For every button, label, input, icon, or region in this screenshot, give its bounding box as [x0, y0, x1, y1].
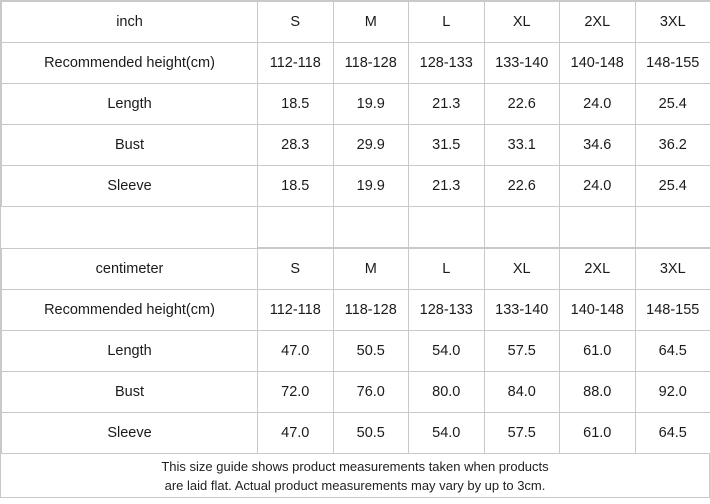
column-header-size: L [409, 2, 485, 43]
table-cell: 128-133 [409, 290, 485, 331]
table-row [2, 290, 710, 331]
table-cell: 76.0 [333, 372, 409, 413]
size-guide-footnote [1, 454, 709, 504]
table-row [2, 84, 710, 125]
table-cell: 24.0 [560, 84, 636, 125]
table-cell: 24.0 [560, 166, 636, 207]
table-cell: 133-140 [484, 43, 560, 84]
unit-label-centimeter: centimeter [2, 249, 258, 290]
table-row [2, 43, 710, 84]
column-header-size: S [258, 249, 334, 290]
table-cell: 25.4 [635, 84, 710, 125]
table-cell: 50.5 [333, 413, 409, 454]
table-cell: 47.0 [258, 331, 334, 372]
table-cell: 88.0 [560, 372, 636, 413]
size-table-centimeter [1, 248, 710, 454]
table-cell: 57.5 [484, 331, 560, 372]
column-header-size: 2XL [560, 249, 636, 290]
table-row [2, 166, 710, 207]
table-cell: 148-155 [635, 43, 710, 84]
table-cell: 34.6 [560, 125, 636, 166]
column-header-size: 2XL [560, 2, 636, 43]
spacer-cell [2, 207, 258, 248]
table-cell: 61.0 [560, 413, 636, 454]
spacer-cell [560, 207, 636, 248]
column-header-size: L [409, 249, 485, 290]
row-label: Recommended height(cm) [2, 43, 258, 84]
table-header-row-inch [2, 2, 710, 43]
table-cell: 140-148 [560, 43, 636, 84]
row-label: Bust [2, 372, 258, 413]
table-cell: 29.9 [333, 125, 409, 166]
table-cell: 118-128 [333, 290, 409, 331]
row-label: Recommended height(cm) [2, 290, 258, 331]
spacer-cell [484, 207, 560, 248]
table-row [2, 331, 710, 372]
table-cell: 50.5 [333, 331, 409, 372]
size-table-inch [1, 1, 710, 248]
table-cell: 21.3 [409, 166, 485, 207]
table-spacer-row [2, 207, 710, 248]
column-header-size: M [333, 249, 409, 290]
footnote-line-2: are laid flat. Actual product measurements may vary by up to 3cm. [165, 477, 546, 496]
table-cell: 18.5 [258, 166, 334, 207]
row-label: Length [2, 331, 258, 372]
row-label: Bust [2, 125, 258, 166]
table-header-row-centimeter [2, 249, 710, 290]
footnote-line-1: This size guide shows product measurements taken when products [161, 458, 548, 477]
table-cell: 22.6 [484, 166, 560, 207]
table-cell: 31.5 [409, 125, 485, 166]
table-cell: 80.0 [409, 372, 485, 413]
table-cell: 92.0 [635, 372, 710, 413]
spacer-cell [333, 207, 409, 248]
table-row [2, 372, 710, 413]
table-cell: 128-133 [409, 43, 485, 84]
table-cell: 112-118 [258, 290, 334, 331]
row-label: Length [2, 84, 258, 125]
table-cell: 118-128 [333, 43, 409, 84]
spacer-cell [258, 207, 334, 248]
table-cell: 47.0 [258, 413, 334, 454]
table-cell: 19.9 [333, 84, 409, 125]
table-cell: 28.3 [258, 125, 334, 166]
table-cell: 148-155 [635, 290, 710, 331]
table-cell: 19.9 [333, 166, 409, 207]
spacer-cell [409, 207, 485, 248]
row-label: Sleeve [2, 166, 258, 207]
table-cell: 133-140 [484, 290, 560, 331]
column-header-size: XL [484, 2, 560, 43]
unit-label-inch: inch [2, 2, 258, 43]
table-cell: 25.4 [635, 166, 710, 207]
table-cell: 18.5 [258, 84, 334, 125]
column-header-size: S [258, 2, 334, 43]
table-cell: 33.1 [484, 125, 560, 166]
table-cell: 84.0 [484, 372, 560, 413]
table-row [2, 413, 710, 454]
spacer-cell [635, 207, 710, 248]
table-cell: 22.6 [484, 84, 560, 125]
table-cell: 61.0 [560, 331, 636, 372]
table-cell: 64.5 [635, 413, 710, 454]
table-cell: 57.5 [484, 413, 560, 454]
column-header-size: 3XL [635, 2, 710, 43]
table-cell: 64.5 [635, 331, 710, 372]
table-cell: 36.2 [635, 125, 710, 166]
column-header-size: 3XL [635, 249, 710, 290]
row-label: Sleeve [2, 413, 258, 454]
table-cell: 54.0 [409, 331, 485, 372]
table-cell: 140-148 [560, 290, 636, 331]
table-cell: 54.0 [409, 413, 485, 454]
column-header-size: M [333, 2, 409, 43]
column-header-size: XL [484, 249, 560, 290]
table-cell: 112-118 [258, 43, 334, 84]
table-row [2, 125, 710, 166]
table-cell: 72.0 [258, 372, 334, 413]
table-cell: 21.3 [409, 84, 485, 125]
